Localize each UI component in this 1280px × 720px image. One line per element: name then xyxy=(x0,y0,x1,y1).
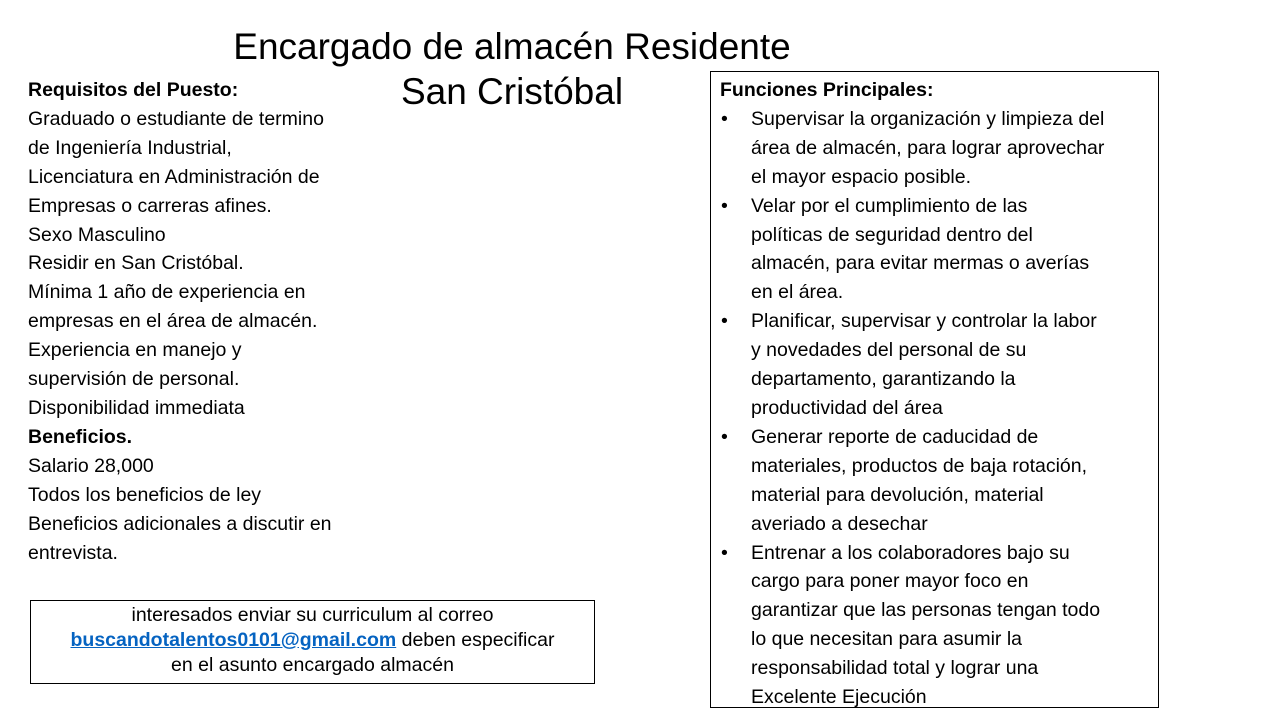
bullet-icon: • xyxy=(721,310,728,333)
contact-line-1: interesados enviar su curriculum al correo xyxy=(131,604,494,626)
function-text: Generar reporte de caducidad de materiales, productos de baja rotación, material para devolución, material averiado a desechar xyxy=(751,425,1088,535)
benefit-line: entrevista. xyxy=(28,541,118,564)
list-item xyxy=(720,539,1150,712)
benefit-line: Beneficios adicionales a discutir en xyxy=(28,512,332,535)
benefit-line: Todos los beneficios de ley xyxy=(28,483,262,506)
requirement-line: Experiencia en manejo y xyxy=(28,339,242,362)
requirement-line: Mínima 1 año de experiencia en xyxy=(28,281,306,304)
functions-list xyxy=(720,105,1150,712)
list-item xyxy=(720,192,1150,308)
bullet-icon: • xyxy=(721,194,728,217)
contact-box xyxy=(30,600,595,684)
requirement-line: empresas en el área de almacén. xyxy=(28,310,318,333)
requirement-line: Disponibilidad immediata xyxy=(28,396,245,419)
contact-after-email: deben especificar xyxy=(396,629,555,651)
requirements-section xyxy=(28,76,388,567)
function-text: Entrenar a los colaboradores bajo su cargo para poner mayor foco en garantizar que las personas tengan todo lo que necesitan para asumir la responsabilidad total y lograr una Excelente Ejecución xyxy=(751,541,1101,709)
bullet-icon: • xyxy=(721,541,728,564)
requirement-line: Licenciatura en Administración de xyxy=(28,165,320,188)
requirements-heading: Requisitos del Puesto: xyxy=(28,79,239,101)
list-item xyxy=(720,105,1150,192)
requirement-line: de Ingeniería Industrial, xyxy=(28,136,232,159)
requirement-line: Sexo Masculino xyxy=(28,223,166,246)
contact-line-3: en el asunto encargado almacén xyxy=(171,654,454,676)
functions-box xyxy=(710,71,1159,708)
benefits-heading: Beneficios. xyxy=(28,425,133,448)
title-line-1: Encargado de almacén Residente xyxy=(233,26,791,67)
requirement-line: supervisión de personal. xyxy=(28,368,240,391)
list-item xyxy=(720,423,1150,539)
requirement-line: Empresas o carreras afines. xyxy=(28,194,272,217)
function-text: Supervisar la organización y limpieza del área de almacén, para lograr aprovechar el mayor espacio posible. xyxy=(751,107,1105,188)
bullet-icon: • xyxy=(721,107,728,130)
functions-heading: Funciones Principales: xyxy=(720,79,934,101)
title-line-2: San Cristóbal xyxy=(400,71,624,112)
function-text: Velar por el cumplimiento de las políticas de seguridad dentro del almacén, para evitar mermas o averías en el área. xyxy=(751,194,1090,304)
list-item xyxy=(720,307,1150,423)
email-link[interactable]: buscandotalentos0101@gmail.com xyxy=(70,629,397,651)
benefit-line: Salario 28,000 xyxy=(28,454,154,477)
requirement-line: Graduado o estudiante de termino xyxy=(28,107,324,130)
bullet-icon: • xyxy=(721,425,728,448)
requirement-line: Residir en San Cristóbal. xyxy=(28,252,244,275)
contact-line-2 xyxy=(31,628,594,653)
function-text: Planificar, supervisar y controlar la labor y novedades del personal de su departamento, garantizando la productividad del área xyxy=(751,310,1097,419)
